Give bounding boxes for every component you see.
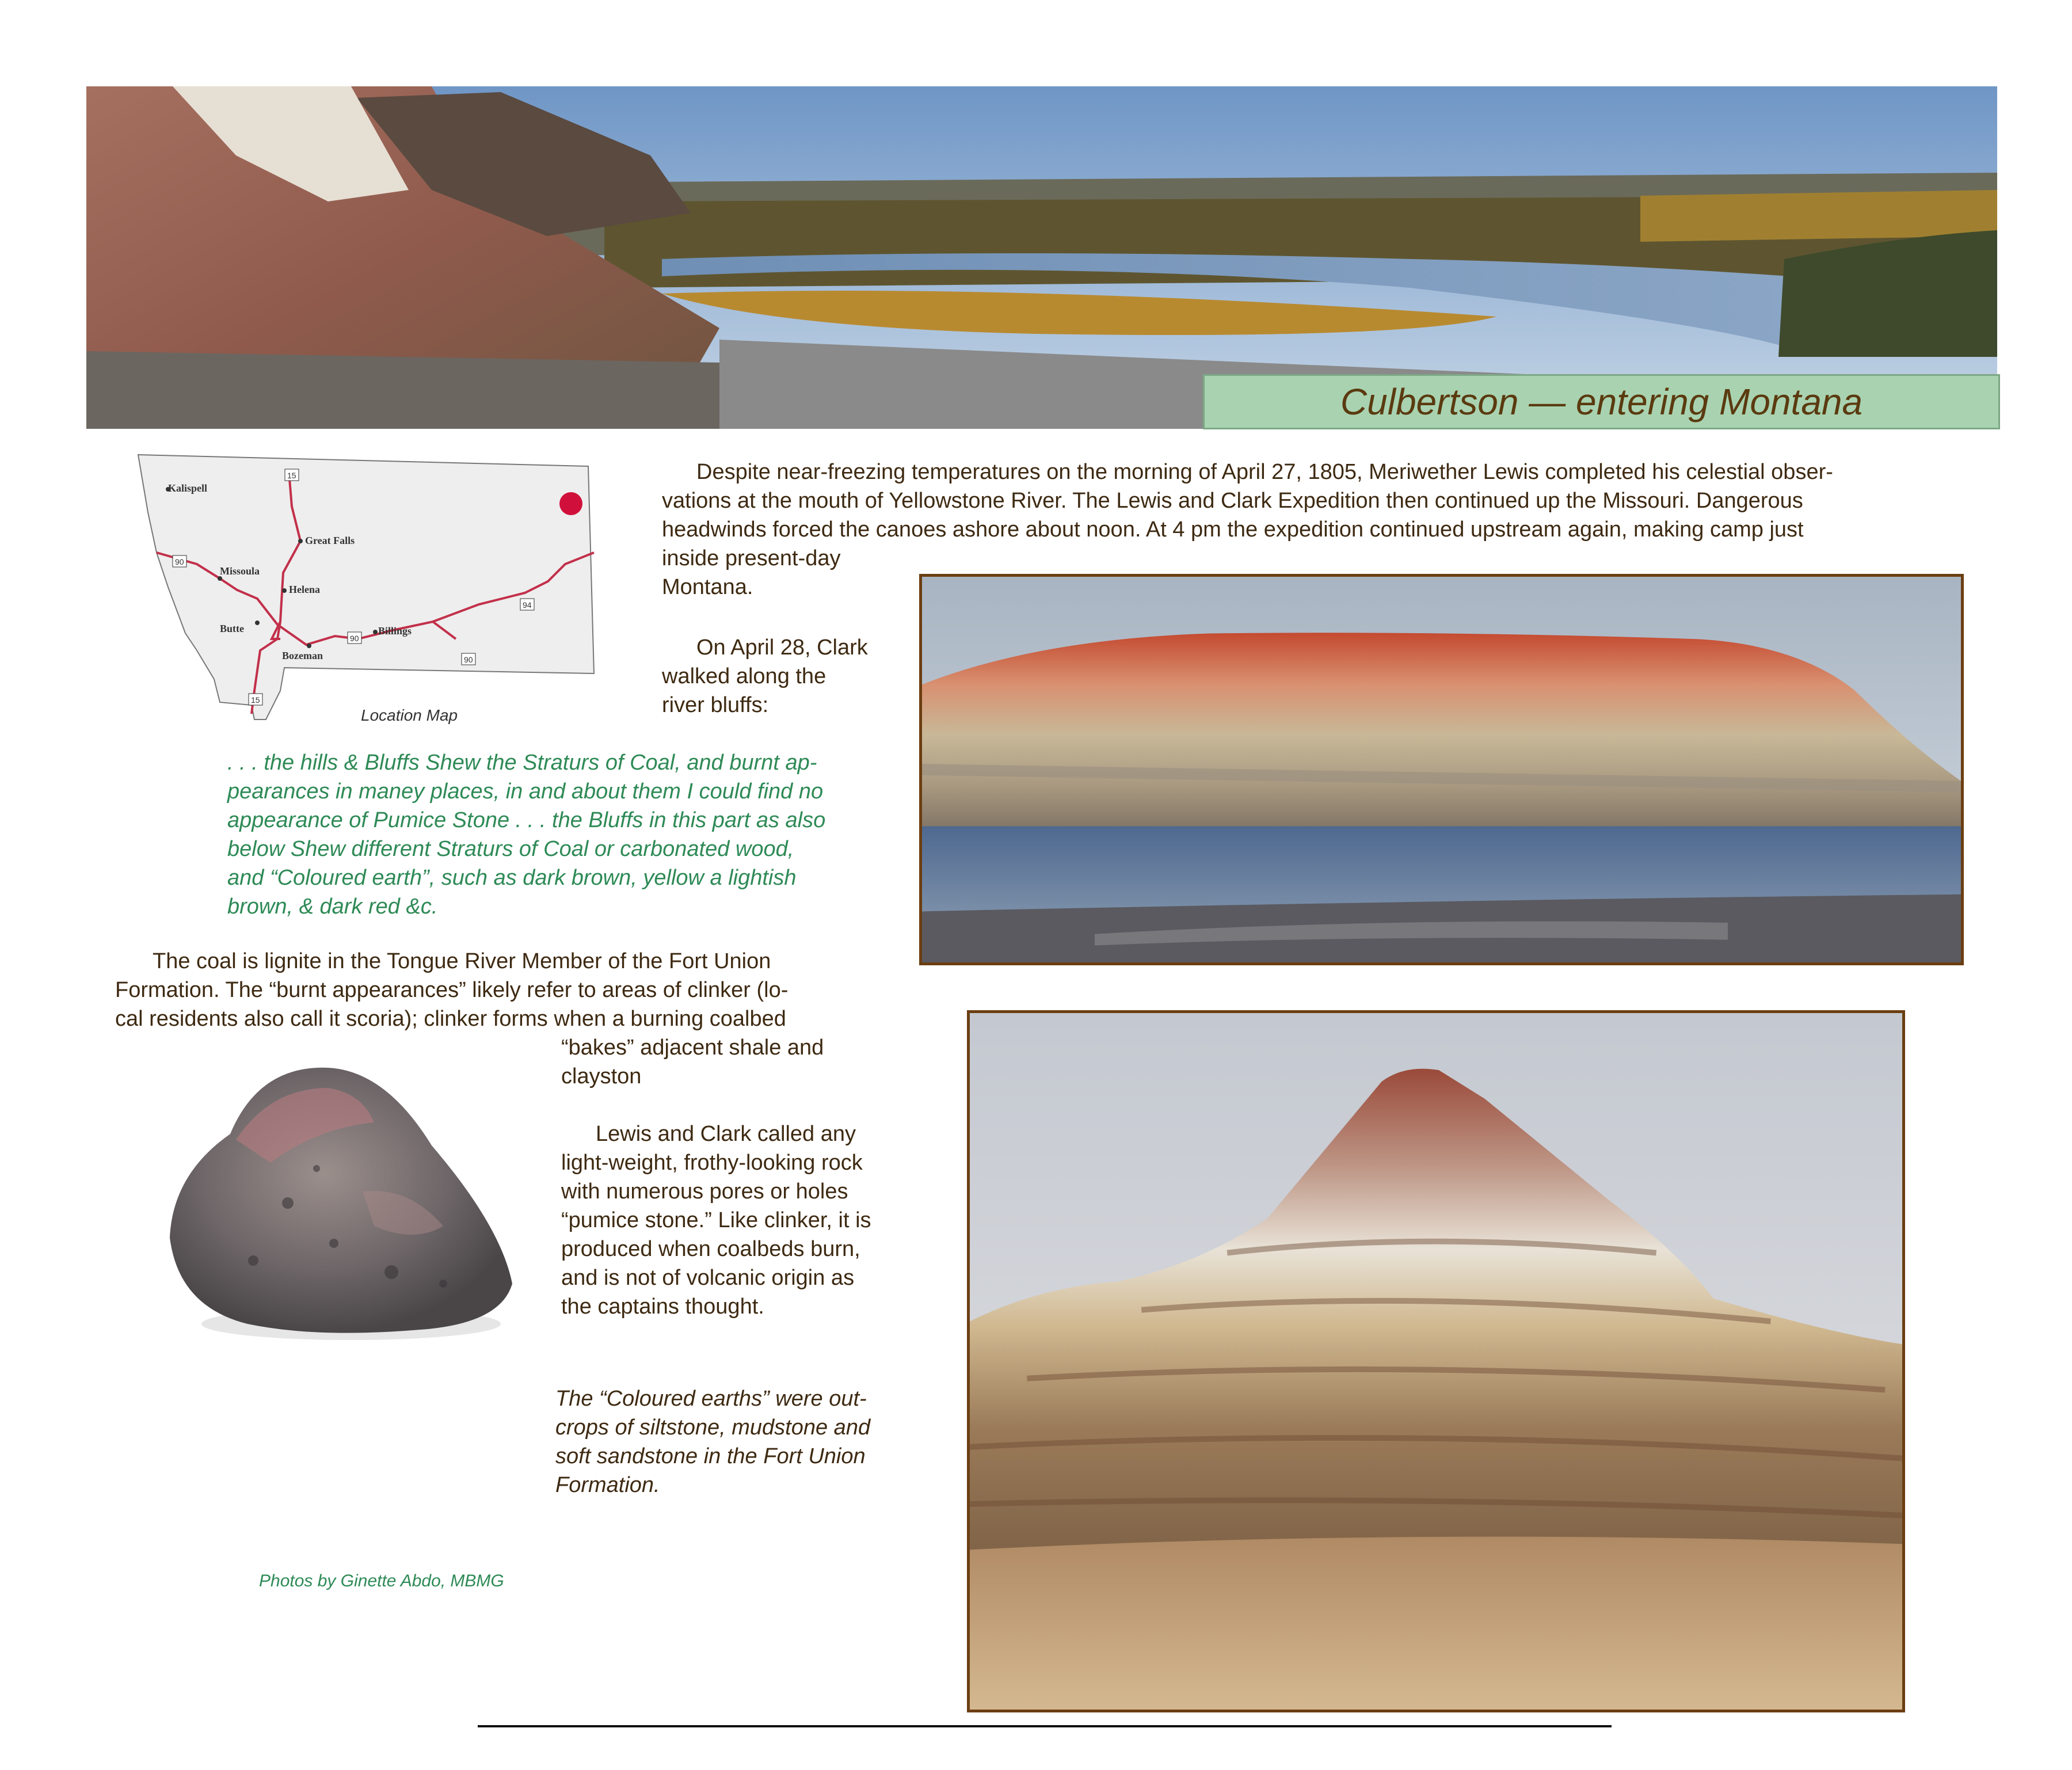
- route-shield-5: 94: [523, 600, 532, 610]
- pumice-line-5: produced when coalbeds burn,: [561, 1237, 860, 1261]
- river-bluff-photo: [919, 574, 1964, 965]
- quote-line-4: below Shew different Straturs of Coal or carbonated wood,: [227, 837, 794, 861]
- clark-line-1: On April 28, Clark: [696, 635, 868, 660]
- map-city-bozeman: Bozeman: [282, 650, 323, 661]
- clark-line-3: river bluffs:: [662, 693, 769, 717]
- montana-outline: [138, 455, 594, 720]
- map-city-butte: Butte: [220, 623, 244, 634]
- quote-line-1: . . . the hills & Bluffs Shew the Straturs of Coal, and burnt ap-: [227, 751, 817, 775]
- pumice-line-2: light-weight, frothy-looking rock: [561, 1151, 863, 1175]
- page-title: Culbertson — entering Montana: [1340, 381, 1863, 422]
- route-shield-2: 90: [175, 557, 184, 566]
- lignite-line-4: “bakes” adjacent shale and: [561, 1036, 824, 1060]
- pumice-line-3: with numerous pores or holes: [561, 1179, 848, 1204]
- lignite-paragraph-cont: [561, 1033, 883, 1091]
- map-city-great-falls: Great Falls: [305, 535, 355, 546]
- lignite-line-5: clayston: [561, 1064, 642, 1088]
- lignite-line-3: cal residents also call it scoria); clinker forms when a burning coalbed: [115, 1007, 786, 1031]
- intro-line-5: Montana.: [662, 575, 753, 599]
- location-map: [134, 449, 605, 731]
- quote-line-6: brown, & dark red &c.: [227, 894, 438, 919]
- map-city-billings: Billings: [378, 625, 412, 637]
- coloured-earths-caption: [555, 1384, 912, 1499]
- title-banner: [1203, 374, 2000, 429]
- route-shield-3: 15: [251, 695, 260, 705]
- montana-map-graphic: [134, 449, 605, 731]
- quote-line-3: appearance of Pumice Stone . . . the Bluffs in this part as also: [227, 808, 826, 832]
- pumice-line-4: “pumice stone.” Like clinker, it is: [561, 1208, 871, 1232]
- map-caption: Location Map: [361, 706, 458, 724]
- pumice-paragraph: [561, 1120, 907, 1321]
- route-shield-1: 15: [287, 471, 296, 480]
- clark-line-2: walked along the: [662, 664, 826, 688]
- clark-journal-quote: [227, 748, 898, 921]
- route-shield-4: 90: [350, 634, 359, 643]
- quote-line-2: pearances in maney places, in and about them I could find no: [227, 779, 824, 804]
- caption-line-4: Formation.: [555, 1473, 660, 1497]
- map-city-missoula: Missoula: [220, 565, 260, 577]
- pumice-line-1: Lewis and Clark called any: [596, 1122, 856, 1146]
- lignite-line-2: Formation. The “burnt appearances” likely refer to areas of clinker (lo-: [115, 978, 789, 1002]
- map-city-helena: Helena: [289, 584, 320, 595]
- coloured-earth-butte-photo: [967, 1010, 1905, 1712]
- intro-line-4: inside present-day: [662, 546, 841, 570]
- intro-line-3: headwinds forced the canoes ashore about noon. At 4 pm the expedition continued upstream again, making camp just: [662, 517, 1804, 542]
- intro-line-2: vations at the mouth of Yellowstone River. The Lewis and Clark Expedition then continued up the Missouri. Dangerous: [662, 489, 1803, 513]
- culbertson-location-marker: [559, 492, 582, 515]
- caption-line-3: soft sandstone in the Fort Union: [555, 1444, 866, 1468]
- map-city-kalispell: Kalispell: [168, 482, 208, 494]
- lignite-line-1: The coal is lignite in the Tongue River Member of the Fort Union: [153, 949, 771, 973]
- caption-line-1: The “Coloured earths” were out-: [555, 1387, 867, 1411]
- quote-line-5: and “Coloured earth”, such as dark brown, yellow a lightish: [227, 866, 797, 890]
- lignite-paragraph: [115, 947, 863, 1033]
- pumice-line-6: and is not of volcanic origin as: [561, 1266, 855, 1290]
- clark-walk-paragraph: [662, 633, 904, 720]
- footer-rule: [478, 1725, 1612, 1727]
- photo-credit: Photos by Ginette Abdo, MBMG: [259, 1571, 504, 1590]
- caption-line-2: crops of siltstone, mudstone and: [555, 1415, 871, 1440]
- pumice-line-7: the captains thought.: [561, 1295, 764, 1319]
- intro-line-1: Despite near-freezing temperatures on the morning of April 27, 1805, Meriwether Lewis completed his celestial obser-: [696, 460, 1833, 484]
- route-shield-6: 90: [464, 655, 473, 664]
- clinker-rock-photo: [144, 1053, 541, 1353]
